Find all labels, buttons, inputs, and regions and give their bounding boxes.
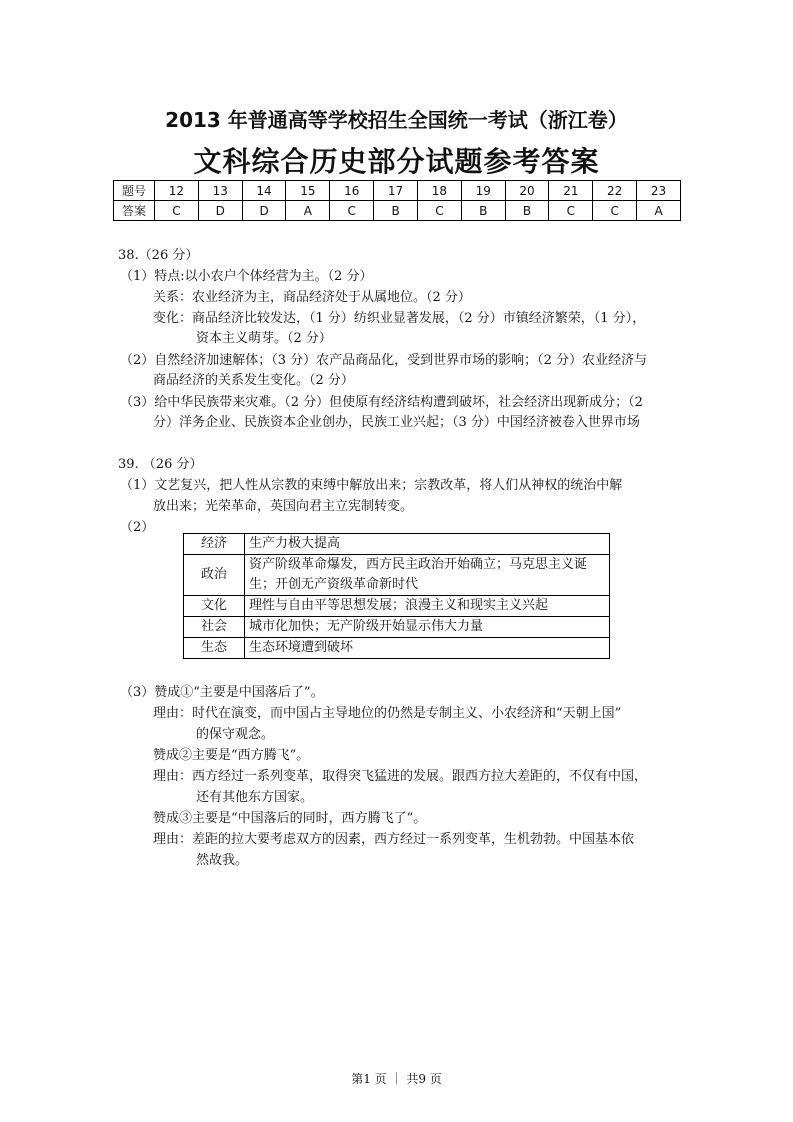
q38-line: 关系：农业经济为主，商品经济处于从属地位。（2 分） <box>153 290 471 305</box>
table-row <box>184 555 610 596</box>
q39-line: 理由：时代在演变，而中国占主导地位的仍然是专制主义、小农经济和“天朝上国” <box>153 706 622 721</box>
answer-cell: C <box>593 201 637 221</box>
table-key: 文化 <box>184 596 245 617</box>
table-value: 城市化加快；无产阶级开始显示伟大力量 <box>245 617 610 638</box>
page-footer: 第1 页 ｜ 共9 页 <box>351 1072 442 1086</box>
q39-line: 理由：西方经过一系列变革，取得突飞猛进的发展。跟西方拉大差距的，不仅有中国， <box>153 769 648 784</box>
q38-heading: 38.（26 分） <box>118 248 199 263</box>
q39-line: 理由：差距的拉大要考虑双方的因素，西方经过一系列变革，生机勃勃。中国基本依 <box>153 832 635 847</box>
question-number: 15 <box>286 181 330 201</box>
answer-cell: A <box>637 201 681 221</box>
table-value: 理性与自由平等思想发展；浪漫主义和现实主义兴起 <box>245 596 610 617</box>
table-key: 生态 <box>184 638 245 659</box>
question-number: 17 <box>374 181 418 201</box>
q39-line: 还有其他东方国家。 <box>196 790 314 805</box>
question-number: 23 <box>637 181 681 201</box>
question-number: 18 <box>417 181 461 201</box>
table-key: 政治 <box>184 555 245 596</box>
q39-line: 然故我。 <box>196 853 249 868</box>
question-number: 14 <box>242 181 286 201</box>
question-number-row <box>114 181 681 201</box>
question-number: 13 <box>198 181 242 201</box>
table-key: 社会 <box>184 617 245 638</box>
answer-cell: B <box>461 201 505 221</box>
table-row <box>184 638 610 659</box>
table-value: 资产阶级革命爆发，西方民主政治开始确立；马克思主义诞生；开创无产资级革命新时代 <box>245 555 610 596</box>
answer-cell: B <box>505 201 549 221</box>
table-row <box>184 596 610 617</box>
question-number: 22 <box>593 181 637 201</box>
q39-line: （1）文艺复兴，把人性从宗教的束缚中解放出来；宗教改革，将人们从神权的统治中解 <box>120 478 623 493</box>
q39-line: 的保守观念。 <box>196 727 275 742</box>
q39-part2-label: （2） <box>120 520 155 535</box>
question-number: 12 <box>155 181 199 201</box>
answer-cell: C <box>330 201 374 221</box>
q38-line: 商品经济的关系发生变化。（2 分） <box>153 373 354 388</box>
question-number: 21 <box>549 181 593 201</box>
q39-heading: 39. （26 分） <box>118 457 203 472</box>
q38-line: （1）特点:以小农户个体经营为主。（2 分） <box>120 269 373 284</box>
q38-line: （2）自然经济加速解体；（3 分）农产品商品化，受到世界市场的影响；（2 分）农业经济与 <box>120 353 648 368</box>
q39-summary-table <box>183 533 610 659</box>
table-value: 生态环境遭到破坏 <box>245 638 610 659</box>
q39-line: （3）赞成①“主要是中国落后了”。 <box>120 685 324 700</box>
q38-line: 资本主义萌芽。（2 分） <box>196 331 332 346</box>
answer-cell: C <box>155 201 199 221</box>
row-label: 答案 <box>114 201 155 221</box>
q39-line: 放出来；光荣革命，英国向君主立宪制转变。 <box>153 499 414 514</box>
question-number: 16 <box>330 181 374 201</box>
answer-key-table <box>113 180 681 221</box>
q38-line: （3）给中华民族带来灾难。（2 分）但使原有经济结构遭到破坏，社会经济出现新成分；（2 <box>120 395 643 410</box>
question-number: 20 <box>505 181 549 201</box>
answer-cell: C <box>549 201 593 221</box>
table-key: 经济 <box>184 534 245 555</box>
table-row <box>184 617 610 638</box>
answer-title: 文科综合历史部分试题参考答案 <box>193 145 600 178</box>
answer-cell: C <box>417 201 461 221</box>
answer-cell: A <box>286 201 330 221</box>
answer-cell: D <box>198 201 242 221</box>
row-label: 题号 <box>114 181 155 201</box>
answer-cell: B <box>374 201 418 221</box>
answer-cell: D <box>242 201 286 221</box>
q38-line: 变化：商品经济比较发达，（1 分）纺织业显著发展，（2 分）市镇经济繁荣，（1 分）， <box>153 311 646 326</box>
q39-line: 赞成②主要是“西方腾飞”。 <box>153 748 310 763</box>
table-value: 生产力极大提高 <box>245 534 610 555</box>
q39-line: 赞成③主要是“中国落后的同时，西方腾飞了”。 <box>153 811 427 826</box>
table-row <box>184 534 610 555</box>
answer-row <box>114 201 681 221</box>
question-number: 19 <box>461 181 505 201</box>
q38-line: 分）洋务企业、民族资本企业创办，民族工业兴起；（3 分）中国经济被卷入世界市场 <box>153 415 640 430</box>
exam-title: 2013 年普通高等学校招生全国统一考试（浙江卷） <box>165 108 628 132</box>
